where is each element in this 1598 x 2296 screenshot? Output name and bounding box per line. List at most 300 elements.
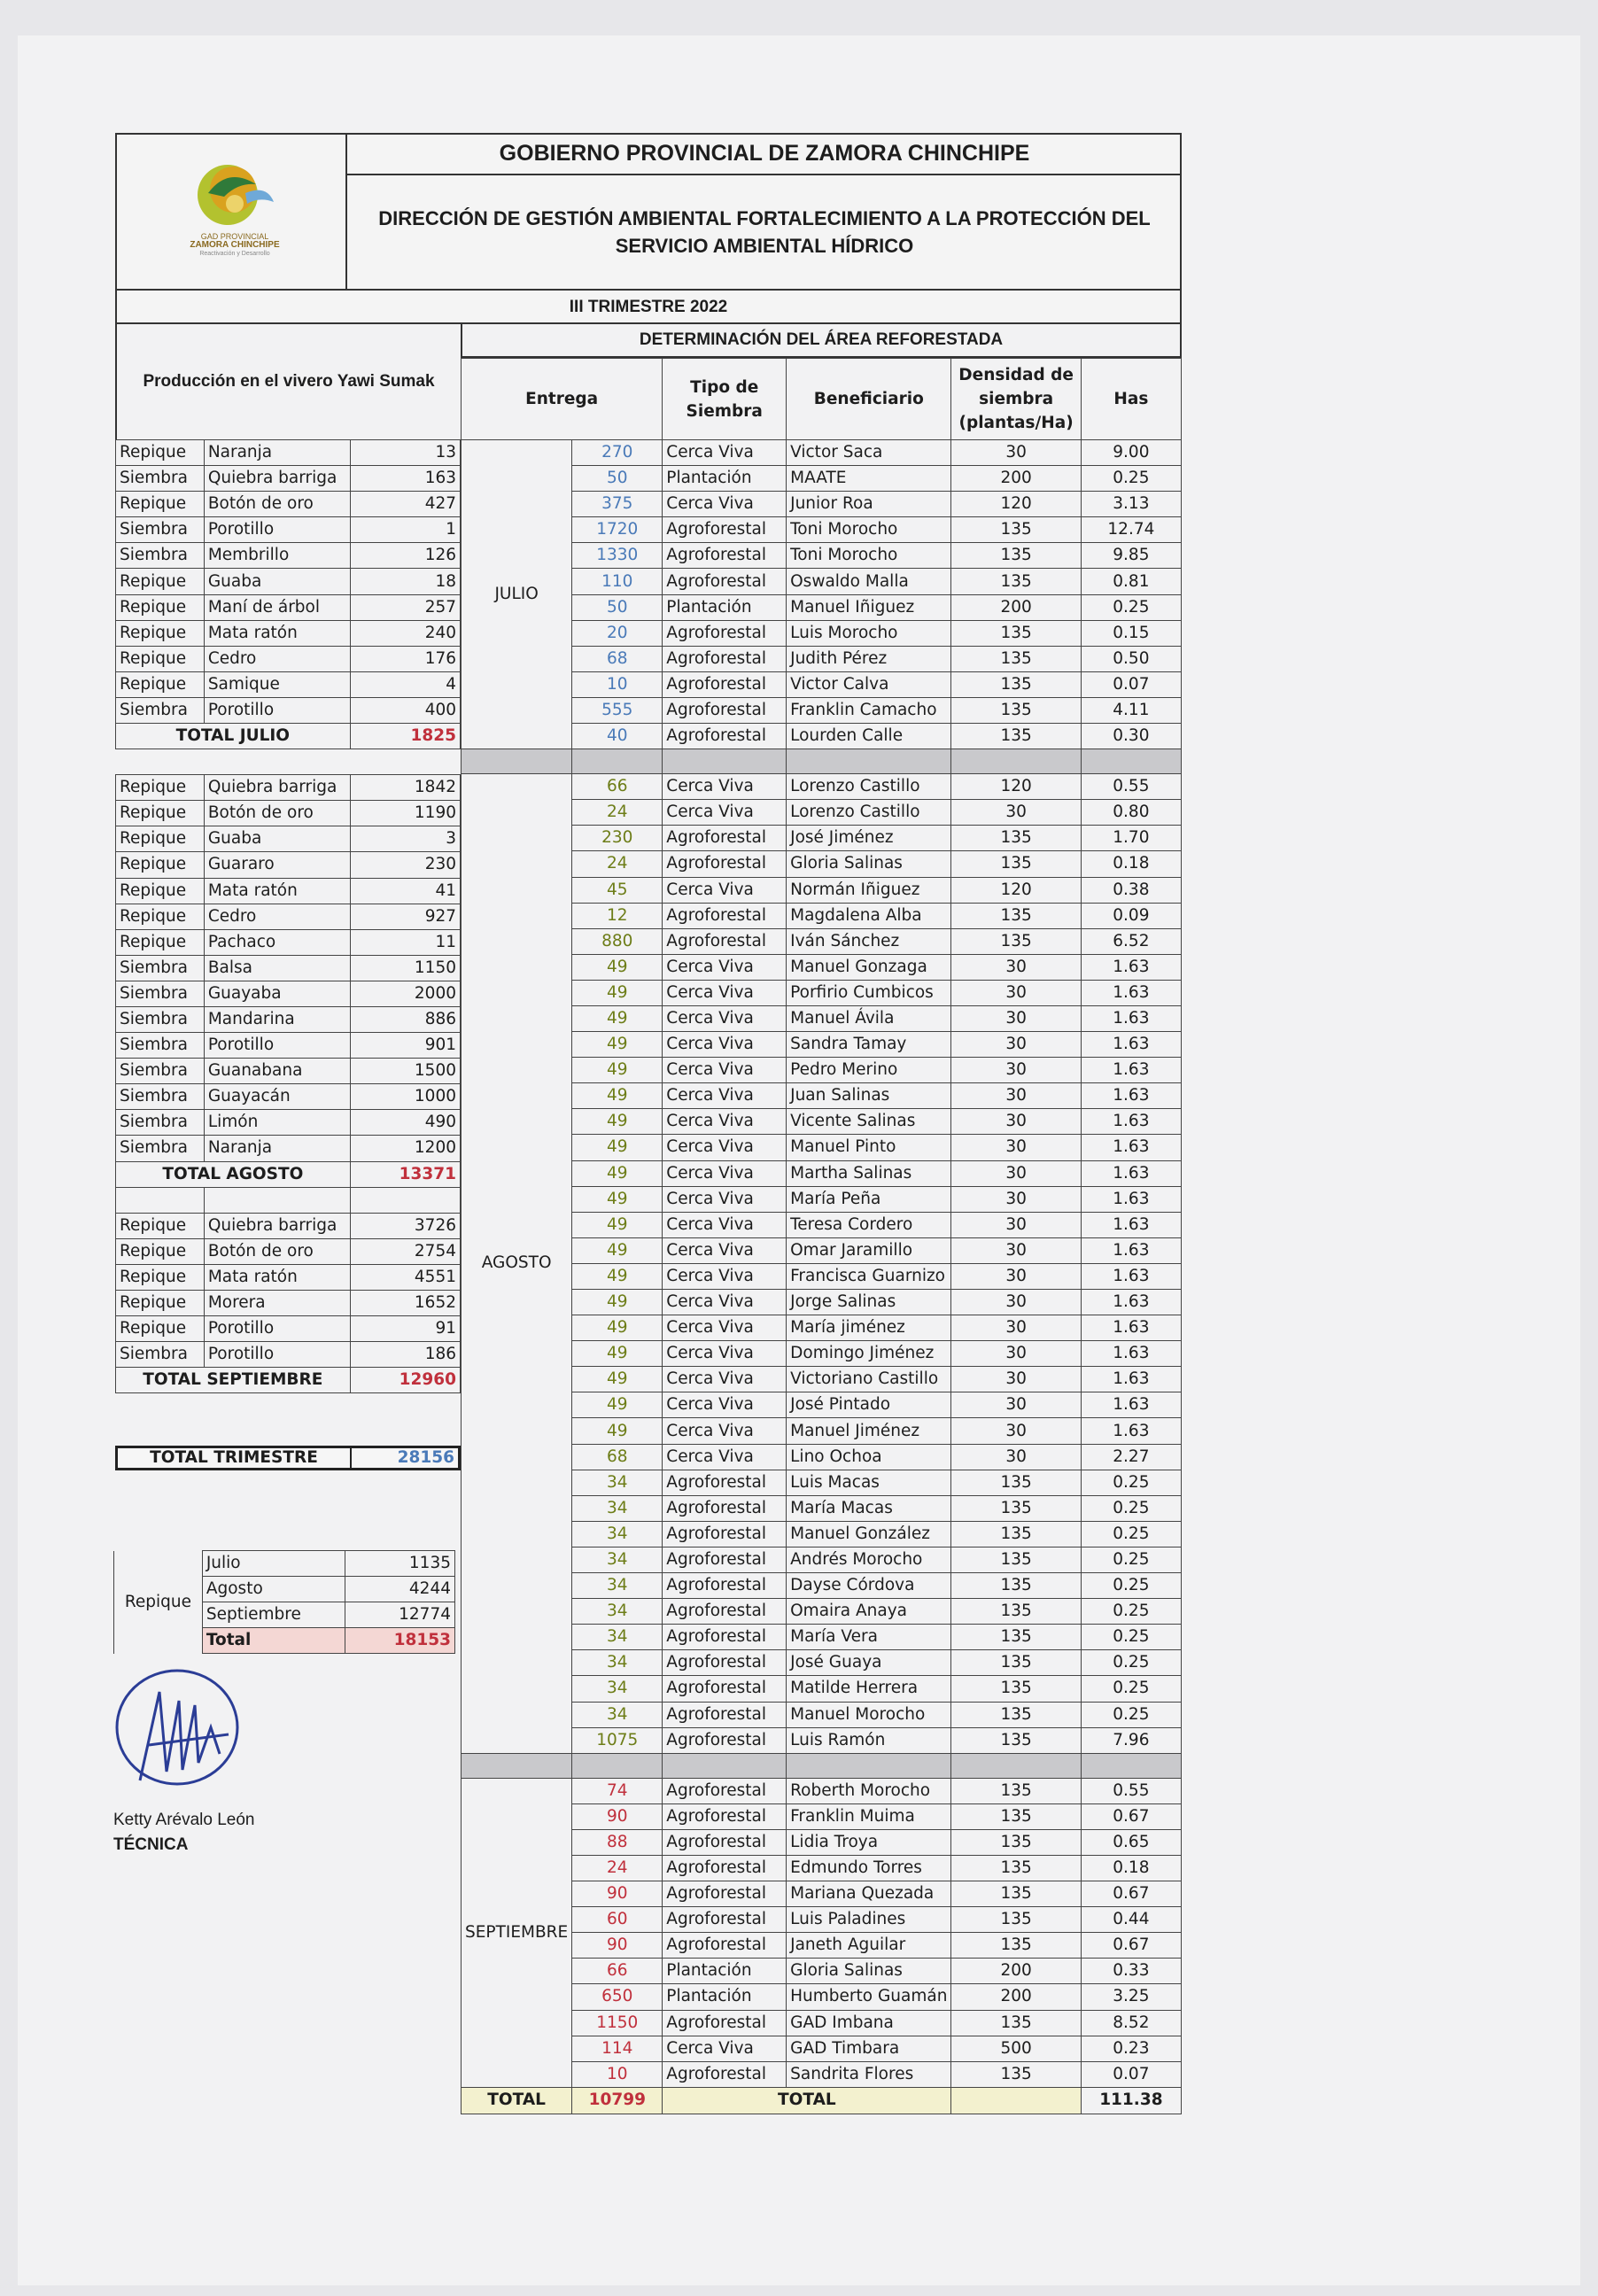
production-row	[116, 1110, 461, 1136]
tipo-siembra: Plantación	[663, 594, 787, 620]
entrega-value: 60	[572, 1907, 663, 1933]
production-row	[116, 1264, 461, 1290]
has-value: 8.52	[1081, 2010, 1181, 2036]
production-title: Producción en el vivero Yawi Sumak	[115, 324, 461, 439]
entrega-value: 50	[572, 594, 663, 620]
production-quantity: 11	[350, 929, 460, 955]
entrega-value: 50	[572, 466, 663, 492]
densidad-value: 30	[951, 1186, 1081, 1212]
document-title: GOBIERNO PROVINCIAL DE ZAMORA CHINCHIPE	[347, 133, 1182, 175]
production-species: Mata ratón	[204, 1264, 350, 1290]
has-value: 0.07	[1081, 2061, 1181, 2087]
beneficiario: Gloria Salinas	[787, 1959, 951, 1984]
beneficiario: Manuel Jiménez	[787, 1418, 951, 1444]
signature-role: TÉCNICA	[113, 1835, 189, 1854]
production-species: Cedro	[204, 646, 350, 671]
densidad-value: 135	[951, 1547, 1081, 1572]
densidad-value: 135	[951, 697, 1081, 723]
tipo-siembra: Cerca Viva	[663, 1135, 787, 1160]
has-value: 0.44	[1081, 1907, 1181, 1933]
production-species: Balsa	[204, 955, 350, 981]
production-species: Guaba	[204, 826, 350, 852]
production-total-label: TOTAL JULIO	[116, 724, 351, 749]
entrega-value: 34	[572, 1702, 663, 1727]
production-quantity: 18	[350, 569, 460, 594]
production-species: Mandarina	[204, 1006, 350, 1032]
tipo-siembra: Cerca Viva	[663, 1160, 787, 1186]
production-row	[116, 492, 461, 517]
header-beneficiario: Beneficiario	[787, 359, 951, 440]
production-type: Repique	[116, 1238, 205, 1264]
has-value: 1.63	[1081, 1418, 1181, 1444]
densidad-value: 135	[951, 1521, 1081, 1547]
has-value: 1.63	[1081, 1083, 1181, 1109]
beneficiario: Gloria Salinas	[787, 851, 951, 877]
beneficiario: María Macas	[787, 1495, 951, 1521]
has-value: 0.15	[1081, 620, 1181, 646]
beneficiario: Roberth Morocho	[787, 1778, 951, 1803]
densidad-value: 30	[951, 1160, 1081, 1186]
entrega-value: 90	[572, 1933, 663, 1959]
production-quantity: 1200	[350, 1136, 460, 1161]
production-total-row	[116, 1161, 461, 1187]
production-species: Porotillo	[204, 517, 350, 543]
has-value: 1.63	[1081, 1109, 1181, 1135]
reforest-table	[461, 358, 1182, 2114]
entrega-value: 1150	[572, 2010, 663, 2036]
beneficiario: Domingo Jiménez	[787, 1341, 951, 1367]
tipo-siembra: Cerca Viva	[663, 877, 787, 903]
entrega-value: 49	[572, 1367, 663, 1392]
month-label: JULIO	[462, 440, 572, 749]
entrega-value: 49	[572, 1212, 663, 1237]
beneficiario: GAD Imbana	[787, 2010, 951, 2036]
beneficiario: Dayse Córdova	[787, 1573, 951, 1599]
densidad-value: 30	[951, 1367, 1081, 1392]
beneficiario: Toni Morocho	[787, 543, 951, 569]
densidad-value: 135	[951, 928, 1081, 954]
signature-mark-icon	[113, 1665, 255, 1820]
production-species: Pachaco	[204, 929, 350, 955]
densidad-value: 135	[951, 569, 1081, 594]
production-type: Repique	[116, 671, 205, 697]
densidad-value: 135	[951, 1907, 1081, 1933]
production-species: Naranja	[204, 440, 350, 466]
densidad-value: 135	[951, 1933, 1081, 1959]
production-quantity: 176	[350, 646, 460, 671]
has-value: 0.50	[1081, 646, 1181, 671]
densidad-value: 120	[951, 774, 1081, 800]
densidad-value: 135	[951, 1803, 1081, 1829]
entrega-value: 880	[572, 928, 663, 954]
tipo-siembra: Cerca Viva	[663, 1341, 787, 1367]
tipo-siembra: Cerca Viva	[663, 800, 787, 826]
entrega-value: 49	[572, 1058, 663, 1083]
densidad-value: 200	[951, 466, 1081, 492]
production-row	[116, 1213, 461, 1238]
beneficiario: GAD Timbara	[787, 2036, 951, 2061]
production-species: Guararo	[204, 852, 350, 878]
tipo-siembra: Agroforestal	[663, 1803, 787, 1829]
has-value: 0.09	[1081, 903, 1181, 928]
tipo-siembra: Agroforestal	[663, 2061, 787, 2087]
beneficiario: Manuel Iñiguez	[787, 594, 951, 620]
beneficiario: Humberto Guamán	[787, 1984, 951, 2010]
production-row	[116, 1084, 461, 1110]
has-value: 2.27	[1081, 1444, 1181, 1470]
entrega-value: 49	[572, 1290, 663, 1315]
densidad-value: 135	[951, 1495, 1081, 1521]
tipo-siembra: Cerca Viva	[663, 1263, 787, 1289]
entrega-value: 10	[572, 671, 663, 697]
entrega-value: 34	[572, 1547, 663, 1572]
production-row	[116, 594, 461, 620]
densidad-value: 135	[951, 2010, 1081, 2036]
entrega-value: 88	[572, 1829, 663, 1855]
production-quantity: 1190	[350, 801, 460, 826]
production-row	[116, 852, 461, 878]
densidad-value: 135	[951, 1676, 1081, 1702]
tipo-siembra: Agroforestal	[663, 1676, 787, 1702]
tipo-siembra: Cerca Viva	[663, 1083, 787, 1109]
beneficiario: Pedro Merino	[787, 1058, 951, 1083]
production-type: Siembra	[116, 1033, 205, 1059]
tipo-siembra: Cerca Viva	[663, 440, 787, 466]
production-quantity: 163	[350, 466, 460, 492]
tipo-siembra: Cerca Viva	[663, 1418, 787, 1444]
has-value: 0.25	[1081, 466, 1181, 492]
has-value: 1.63	[1081, 1263, 1181, 1289]
entrega-value: 1330	[572, 543, 663, 569]
beneficiario: Lourden Calle	[787, 724, 951, 749]
has-value: 6.52	[1081, 928, 1181, 954]
has-value: 0.67	[1081, 1803, 1181, 1829]
has-value: 0.38	[1081, 877, 1181, 903]
entrega-value: 34	[572, 1650, 663, 1676]
has-value: 1.63	[1081, 1005, 1181, 1031]
production-type: Siembra	[116, 1006, 205, 1032]
densidad-value: 30	[951, 440, 1081, 466]
production-species: Mata ratón	[204, 878, 350, 904]
has-value: 1.63	[1081, 1290, 1181, 1315]
entrega-value: 66	[572, 774, 663, 800]
repique-month: Septiembre	[202, 1602, 345, 1628]
production-species: Quiebra barriga	[204, 775, 350, 801]
spacer-row	[116, 749, 461, 775]
tipo-siembra: Agroforestal	[663, 1881, 787, 1907]
month-separator	[462, 1753, 1182, 1778]
beneficiario: Junior Roa	[787, 492, 951, 517]
production-total-value: 1825	[350, 724, 460, 749]
production-quantity: 2754	[350, 1238, 460, 1264]
densidad-value: 135	[951, 620, 1081, 646]
has-value: 1.63	[1081, 1212, 1181, 1237]
beneficiario: Luis Macas	[787, 1470, 951, 1495]
densidad-value: 135	[951, 1599, 1081, 1625]
beneficiario: Oswaldo Malla	[787, 569, 951, 594]
production-type: Siembra	[116, 1136, 205, 1161]
entrega-value: 49	[572, 1186, 663, 1212]
has-value: 0.23	[1081, 2036, 1181, 2061]
production-row	[116, 1136, 461, 1161]
production-type: Repique	[116, 594, 205, 620]
production-row	[116, 981, 461, 1006]
beneficiario: María Peña	[787, 1186, 951, 1212]
densidad-value: 30	[951, 800, 1081, 826]
month-label: SEPTIEMBRE	[462, 1778, 572, 2087]
has-value: 1.63	[1081, 954, 1181, 980]
tipo-siembra: Agroforestal	[663, 1855, 787, 1881]
production-row	[116, 569, 461, 594]
production-type: Repique	[116, 904, 205, 929]
repique-value: 4244	[345, 1577, 455, 1602]
beneficiario: Francisca Guarnizo	[787, 1263, 951, 1289]
entrega-value: 114	[572, 2036, 663, 2061]
has-value: 0.25	[1081, 1573, 1181, 1599]
entrega-value: 10	[572, 2061, 663, 2087]
tipo-siembra: Agroforestal	[663, 620, 787, 646]
beneficiario: Victor Saca	[787, 440, 951, 466]
production-total-label: TOTAL SEPTIEMBRE	[116, 1368, 351, 1393]
header-entrega: Entrega	[462, 359, 663, 440]
densidad-value: 30	[951, 1083, 1081, 1109]
entrega-value: 74	[572, 1778, 663, 1803]
entrega-value: 40	[572, 724, 663, 749]
production-quantity: 41	[350, 878, 460, 904]
tipo-siembra: Agroforestal	[663, 826, 787, 851]
beneficiario: Manuel Ávila	[787, 1005, 951, 1031]
entrega-value: 12	[572, 903, 663, 928]
production-quantity: 1500	[350, 1059, 460, 1084]
production-row	[116, 904, 461, 929]
production-quantity: 2000	[350, 981, 460, 1006]
production-quantity: 427	[350, 492, 460, 517]
repique-grid	[113, 1550, 455, 1654]
densidad-value: 30	[951, 1109, 1081, 1135]
production-total-row	[116, 724, 461, 749]
densidad-value: 135	[951, 2061, 1081, 2087]
entrega-value: 24	[572, 1855, 663, 1881]
tipo-siembra: Cerca Viva	[663, 1005, 787, 1031]
tipo-siembra: Cerca Viva	[663, 2036, 787, 2061]
has-value: 0.25	[1081, 1599, 1181, 1625]
production-type: Repique	[116, 878, 205, 904]
production-type: Repique	[116, 1316, 205, 1342]
densidad-value: 135	[951, 851, 1081, 877]
tipo-siembra: Agroforestal	[663, 1521, 787, 1547]
production-row	[116, 775, 461, 801]
beneficiario: Manuel Gonzaga	[787, 954, 951, 980]
production-species: Guayaba	[204, 981, 350, 1006]
tipo-siembra: Agroforestal	[663, 646, 787, 671]
entrega-value: 49	[572, 1032, 663, 1058]
production-type: Repique	[116, 1213, 205, 1238]
production-type: Repique	[116, 826, 205, 852]
production-type: Repique	[116, 620, 205, 646]
densidad-value: 30	[951, 1418, 1081, 1444]
densidad-value: 500	[951, 2036, 1081, 2061]
tipo-siembra: Cerca Viva	[663, 1186, 787, 1212]
empty-row	[116, 1187, 461, 1213]
production-type: Repique	[116, 852, 205, 878]
densidad-value: 120	[951, 492, 1081, 517]
production-type: Siembra	[116, 1059, 205, 1084]
production-type: Siembra	[116, 1110, 205, 1136]
production-species: Botón de oro	[204, 801, 350, 826]
production-species: Membrillo	[204, 543, 350, 569]
production-type: Siembra	[116, 1342, 205, 1368]
production-quantity: 126	[350, 543, 460, 569]
production-quantity: 4551	[350, 1264, 460, 1290]
has-value: 1.63	[1081, 1367, 1181, 1392]
has-value: 1.63	[1081, 1341, 1181, 1367]
month-label: AGOSTO	[462, 774, 572, 1754]
has-value: 1.63	[1081, 1315, 1181, 1341]
tipo-siembra: Agroforestal	[663, 1829, 787, 1855]
production-quantity: 3726	[350, 1213, 460, 1238]
production-row	[116, 671, 461, 697]
production-type: Repique	[116, 801, 205, 826]
beneficiario: Toni Morocho	[787, 517, 951, 543]
densidad-value: 135	[951, 724, 1081, 749]
densidad-value: 135	[951, 1855, 1081, 1881]
beneficiario: Martha Salinas	[787, 1160, 951, 1186]
beneficiario: Luis Morocho	[787, 620, 951, 646]
production-quantity: 1842	[350, 775, 460, 801]
tipo-siembra: Agroforestal	[663, 1933, 787, 1959]
densidad-value: 200	[951, 1959, 1081, 1984]
reforest-row	[462, 1778, 1182, 1803]
production-quantity: 230	[350, 852, 460, 878]
reforest-header-row	[462, 359, 1182, 440]
entrega-value: 49	[572, 1160, 663, 1186]
beneficiario: Juan Salinas	[787, 1083, 951, 1109]
reforest-title: DETERMINACIÓN DEL ÁREA REFORESTADA	[461, 324, 1182, 358]
beneficiario: Iván Sánchez	[787, 928, 951, 954]
densidad-value: 135	[951, 826, 1081, 851]
beneficiario: Franklin Camacho	[787, 697, 951, 723]
has-value: 12.74	[1081, 517, 1181, 543]
has-value: 0.30	[1081, 724, 1181, 749]
production-row	[116, 1006, 461, 1032]
tipo-siembra: Agroforestal	[663, 671, 787, 697]
densidad-value: 135	[951, 903, 1081, 928]
reforest-row	[462, 774, 1182, 800]
densidad-value: 200	[951, 1984, 1081, 2010]
production-type: Siembra	[116, 955, 205, 981]
densidad-value: 135	[951, 671, 1081, 697]
beneficiario: Manuel Pinto	[787, 1135, 951, 1160]
repique-total-label: Total	[202, 1628, 345, 1654]
densidad-value: 30	[951, 1032, 1081, 1058]
entrega-value: 34	[572, 1599, 663, 1625]
entrega-value: 34	[572, 1625, 663, 1650]
entrega-value: 49	[572, 1005, 663, 1031]
tipo-siembra: Agroforestal	[663, 2010, 787, 2036]
production-type: Siembra	[116, 543, 205, 569]
entrega-value: 20	[572, 620, 663, 646]
entrega-value: 650	[572, 1984, 663, 2010]
tipo-siembra: Cerca Viva	[663, 1392, 787, 1418]
densidad-value: 30	[951, 1212, 1081, 1237]
beneficiario: Luis Paladines	[787, 1907, 951, 1933]
production-row	[116, 878, 461, 904]
production-species: Mata ratón	[204, 620, 350, 646]
densidad-value: 30	[951, 954, 1081, 980]
tipo-siembra: Cerca Viva	[663, 1444, 787, 1470]
period-label: III TRIMESTRE 2022	[115, 289, 1182, 324]
entrega-value: 68	[572, 1444, 663, 1470]
tipo-siembra: Cerca Viva	[663, 1109, 787, 1135]
has-value: 0.55	[1081, 1778, 1181, 1803]
tipo-siembra: Agroforestal	[663, 1650, 787, 1676]
production-species: Maní de árbol	[204, 594, 350, 620]
beneficiario: Manuel Morocho	[787, 1702, 951, 1727]
production-row	[116, 826, 461, 852]
beneficiario: Normán Iñiguez	[787, 877, 951, 903]
production-row	[116, 801, 461, 826]
production-quantity: 490	[350, 1110, 460, 1136]
production-row	[116, 1059, 461, 1084]
production-quantity: 186	[350, 1342, 460, 1368]
entrega-value: 24	[572, 851, 663, 877]
beneficiario: José Guaya	[787, 1650, 951, 1676]
densidad-value: 30	[951, 980, 1081, 1005]
production-quantity: 927	[350, 904, 460, 929]
beneficiario: Andrés Morocho	[787, 1547, 951, 1572]
header-tipo-siembra: Tipo de Siembra	[663, 359, 787, 440]
densidad-value: 30	[951, 1135, 1081, 1160]
production-type: Repique	[116, 1290, 205, 1315]
production-row	[116, 955, 461, 981]
beneficiario: Judith Pérez	[787, 646, 951, 671]
production-quantity: 901	[350, 1033, 460, 1059]
tipo-siembra: Agroforestal	[663, 1907, 787, 1933]
production-row	[116, 517, 461, 543]
production-species: Quiebra barriga	[204, 466, 350, 492]
has-value: 0.33	[1081, 1959, 1181, 1984]
tipo-siembra: Plantación	[663, 1959, 787, 1984]
entrega-value: 49	[572, 1341, 663, 1367]
production-type: Repique	[116, 569, 205, 594]
production-row	[116, 1033, 461, 1059]
tipo-siembra: Agroforestal	[663, 724, 787, 749]
production-species: Guayacán	[204, 1084, 350, 1110]
has-value: 0.25	[1081, 1495, 1181, 1521]
tipo-siembra: Agroforestal	[663, 1470, 787, 1495]
has-value: 0.25	[1081, 1702, 1181, 1727]
entrega-value: 68	[572, 646, 663, 671]
production-row	[116, 466, 461, 492]
logo-caption: GAD PROVINCIAL ZAMORA CHINCHIPE Reactivación y Desarrollo	[190, 232, 280, 257]
tipo-siembra: Cerca Viva	[663, 1212, 787, 1237]
densidad-value: 135	[951, 1470, 1081, 1495]
tipo-siembra: Agroforestal	[663, 851, 787, 877]
entrega-value: 1720	[572, 517, 663, 543]
has-value: 0.25	[1081, 1547, 1181, 1572]
tipo-siembra: Agroforestal	[663, 517, 787, 543]
densidad-value: 30	[951, 1392, 1081, 1418]
beneficiario: Lidia Troya	[787, 1829, 951, 1855]
production-row	[116, 1316, 461, 1342]
has-value: 0.67	[1081, 1933, 1181, 1959]
production-type: Repique	[116, 492, 205, 517]
production-total-label: TOTAL AGOSTO	[116, 1161, 351, 1187]
production-total-row	[116, 1368, 461, 1393]
entrega-value: 270	[572, 440, 663, 466]
tipo-siembra: Agroforestal	[663, 697, 787, 723]
densidad-value: 135	[951, 1573, 1081, 1599]
